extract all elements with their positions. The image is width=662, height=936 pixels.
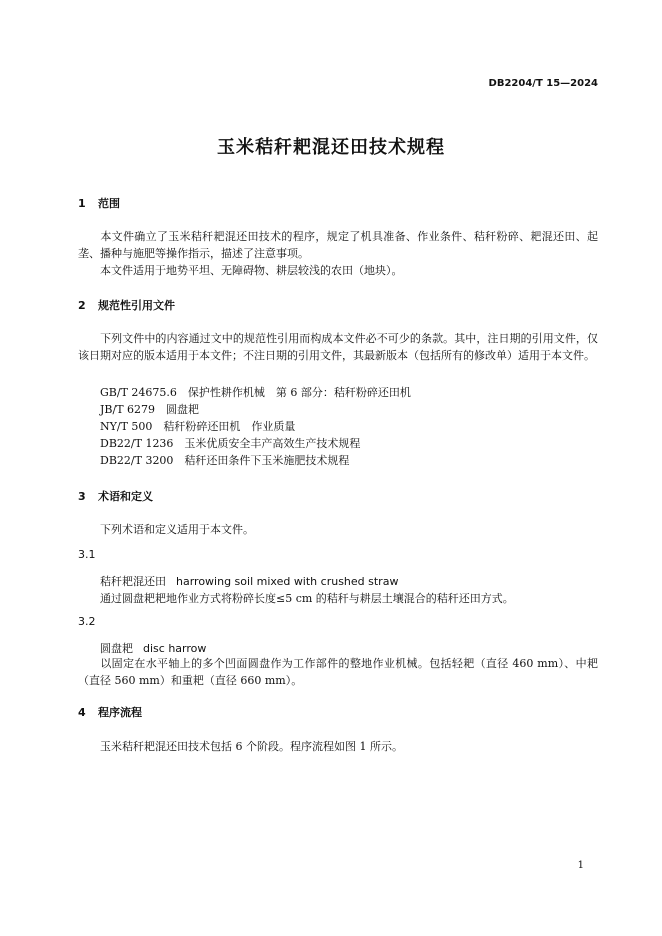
term-definition: 以固定在水平轴上的多个凹面圆盘作为工作部件的整地作业机械。包括轻耙（直径 460 mm）、中耙（直径 560 mm）和重耙（直径 660 mm）。 — [78, 657, 598, 687]
section-1-heading — [78, 195, 120, 211]
section-2-heading — [78, 297, 175, 313]
term-number: 3.1 — [78, 548, 96, 561]
section-1-paragraph-1: 本文件确立了玉米秸秆耙混还田技术的程序，规定了机具准备、作业条件、秸秆粉碎、耙混还田、起垄、播种与施肥等操作指示，描述了注意事项。 — [78, 230, 598, 260]
document-code: DB2204/T 15—2024 — [488, 78, 598, 89]
term-number: 3.2 — [78, 615, 96, 628]
section-title: 规范性引用文件 — [98, 299, 175, 312]
section-3-heading — [78, 488, 153, 504]
section-number: 3 — [78, 490, 86, 503]
page-number: 1 — [577, 860, 584, 871]
term-name — [100, 640, 206, 656]
section-title: 程序流程 — [98, 706, 142, 719]
section-title: 范围 — [98, 197, 120, 210]
reference-item: DB22/T 3200 秸秆还田条件下玉米施肥技术规程 — [100, 454, 350, 467]
section-2-paragraph-1: 下列文件中的内容通过文中的规范性引用而构成本文件必不可少的条款。其中，注日期的引用文件，仅该日期对应的版本适用于本文件；不注日期的引用文件，其最新版本（包括所有的修改单）适用于本文件。 — [78, 332, 598, 362]
term-chinese: 圆盘耙 — [100, 642, 133, 655]
term-chinese: 秸秆耙混还田 — [100, 575, 166, 588]
section-1-paragraph-2: 本文件适用于地势平坦、无障碍物、耕层较浅的农田（地块）。 — [100, 264, 403, 277]
section-number: 4 — [78, 706, 86, 719]
section-number: 2 — [78, 299, 86, 312]
reference-item: DB22/T 1236 玉米优质安全丰产高效生产技术规程 — [100, 437, 361, 450]
section-title: 术语和定义 — [98, 490, 153, 503]
section-4-heading — [78, 704, 142, 720]
term-name — [100, 573, 398, 589]
term-english: harrowing soil mixed with crushed straw — [176, 575, 399, 588]
section-4-paragraph-1: 玉米秸秆耙混还田技术包括 6 个阶段。程序流程如图 1 所示。 — [100, 740, 403, 753]
document-title: 玉米秸秆耙混还田技术规程 — [217, 137, 445, 158]
term-definition: 通过圆盘耙耙地作业方式将粉碎长度≤5 cm 的秸秆与耕层土壤混合的秸秆还田方式。 — [100, 592, 514, 605]
reference-item: JB/T 6279 圆盘耙 — [100, 403, 200, 416]
reference-item: NY/T 500 秸秆粉碎还田机 作业质量 — [100, 420, 296, 433]
section-3-paragraph-1: 下列术语和定义适用于本文件。 — [100, 523, 254, 536]
section-number: 1 — [78, 197, 86, 210]
reference-item: GB/T 24675.6 保护性耕作机械 第 6 部分：秸秆粉碎还田机 — [100, 386, 411, 399]
term-english: disc harrow — [143, 642, 207, 655]
